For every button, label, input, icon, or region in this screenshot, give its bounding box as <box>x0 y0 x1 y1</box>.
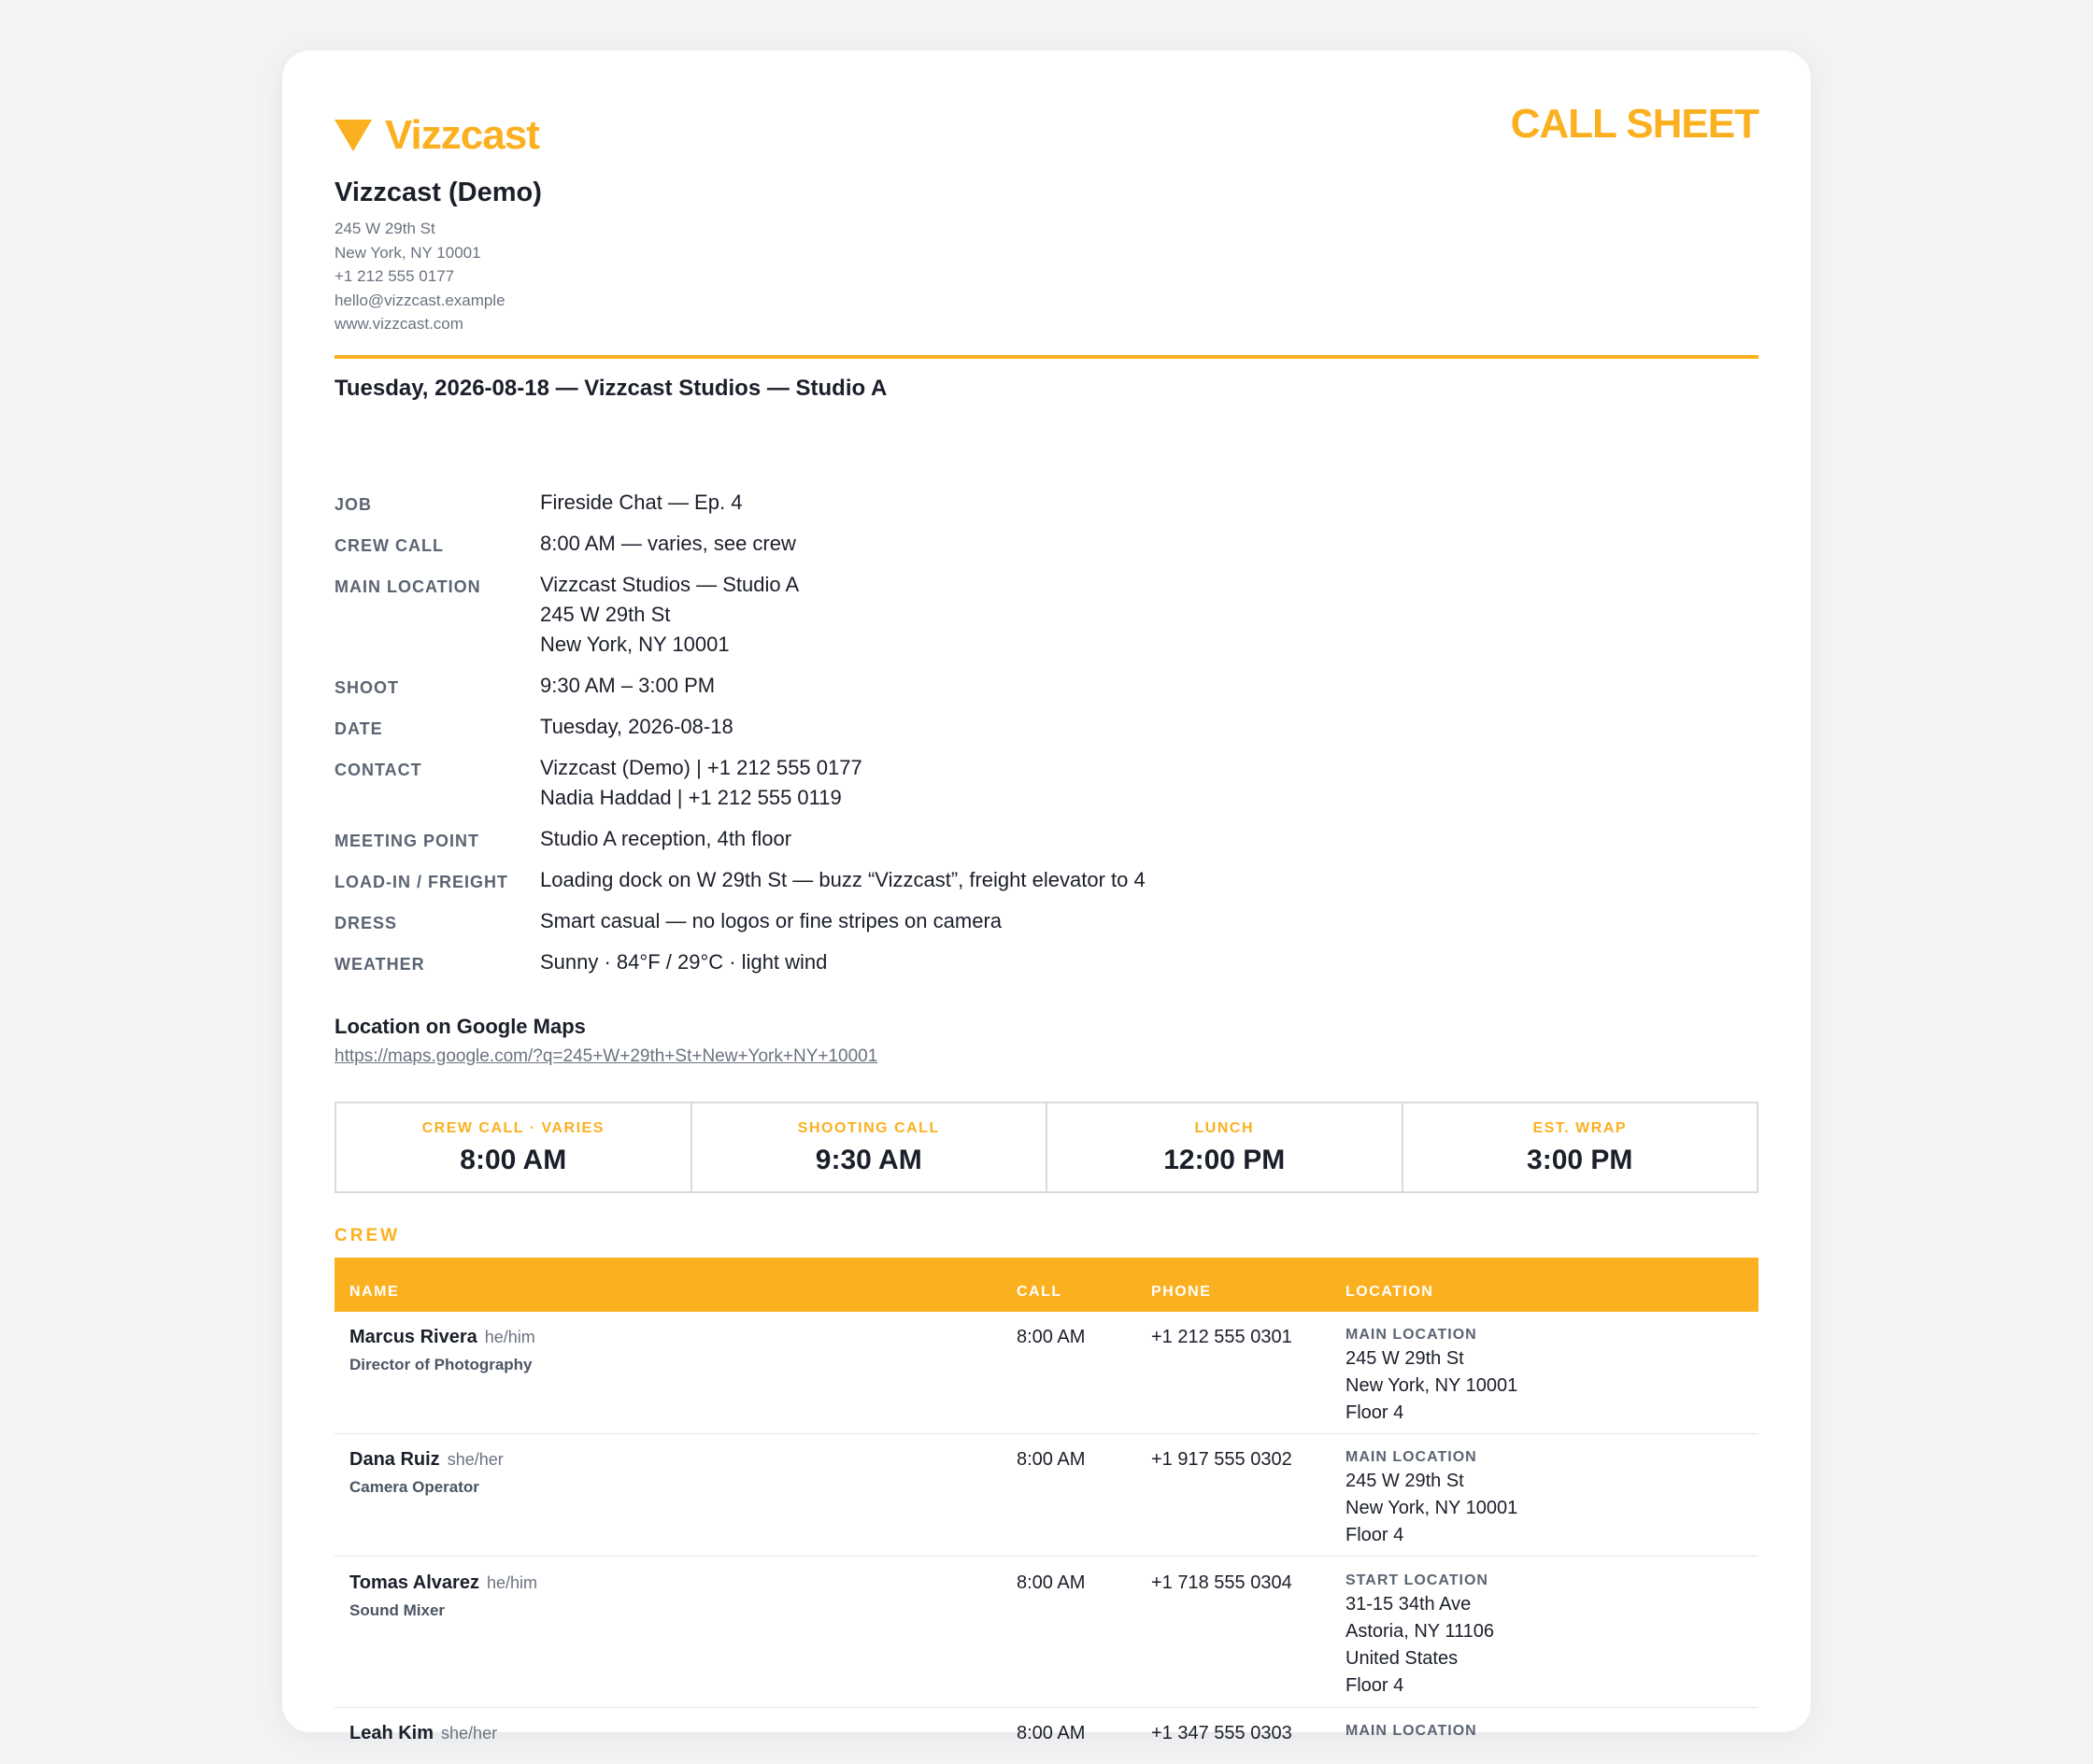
time-label: CREW CALL · VARIES <box>421 1120 605 1136</box>
crew-name: Leah Kim she/her <box>349 1723 498 1743</box>
time-value: 3:00 PM <box>1527 1145 1633 1175</box>
detail-value: Loading dock on W 29th St — buzz “Vizzcast”, freight elevator to 4 <box>540 868 1146 891</box>
crew-call-time: 8:00 AM <box>1017 1449 1086 1470</box>
table-row <box>335 1312 1758 1434</box>
column-header-name: NAME <box>349 1284 400 1300</box>
brand-logo <box>335 112 539 159</box>
detail-label: WEATHER <box>335 955 425 974</box>
company-name: Vizzcast (Demo) <box>335 178 542 207</box>
time-label: LUNCH <box>1194 1120 1254 1136</box>
day-summary: Tuesday, 2026-08-18 — Vizzcast Studios — Studio A <box>335 376 888 401</box>
detail-value: Smart casual — no logos or fine stripes on camera <box>540 909 1003 932</box>
detail-value: 9:30 AM – 3:00 PM <box>540 674 716 697</box>
column-header-call: CALL <box>1017 1284 1062 1300</box>
crew-pronouns: she/her <box>447 1450 504 1469</box>
detail-value: Vizzcast Studios — Studio A 245 W 29th St New York, NY 10001 <box>540 573 800 656</box>
address-line: 245 W 29th St <box>335 220 435 237</box>
crew-role: Sound Mixer <box>349 1601 446 1619</box>
detail-label: DRESS <box>335 914 398 932</box>
crew-phone: +1 718 555 0304 <box>1151 1572 1292 1593</box>
crew-call-time: 8:00 AM <box>1017 1572 1086 1593</box>
column-header-location: LOCATION <box>1346 1284 1434 1300</box>
crew-phone: +1 917 555 0302 <box>1151 1449 1292 1470</box>
detail-value: Tuesday, 2026-08-18 <box>540 715 733 738</box>
crew-table-header <box>335 1258 1758 1312</box>
time-value: 9:30 AM <box>815 1145 922 1175</box>
time-cell-shooting-call <box>692 1103 1048 1191</box>
crew-pronouns: he/him <box>484 1328 535 1346</box>
detail-label: CONTACT <box>335 761 422 779</box>
crew-pronouns: she/her <box>441 1724 498 1743</box>
time-cell-lunch <box>1047 1103 1403 1191</box>
detail-label: SHOOT <box>335 678 400 697</box>
table-row <box>335 1434 1758 1557</box>
phone-line: +1 212 555 0177 <box>335 267 455 285</box>
document-title: CALL SHEET <box>1510 101 1758 147</box>
call-sheet-card <box>282 50 1811 1743</box>
time-label: EST. WRAP <box>1532 1120 1628 1136</box>
crew-location: MAIN LOCATION 245 W 29th St New York, NY 10001 Floor 4 <box>1346 1449 1518 1545</box>
time-value: 12:00 PM <box>1163 1145 1286 1175</box>
detail-label: DATE <box>335 719 383 738</box>
crew-location: START LOCATION 31-15 34th Ave Astoria, NY 11106 United States Floor 4 <box>1346 1572 1494 1696</box>
website-line: www.vizzcast.com <box>335 315 463 333</box>
crew-name: Tomas Alvarez he/him <box>349 1572 537 1593</box>
crew-pronouns: he/him <box>486 1573 537 1592</box>
maps-link[interactable]: https://maps.google.com/?q=245+W+29th+St+New+York+NY+10001 <box>335 1046 878 1066</box>
detail-value: Fireside Chat — Ep. 4 <box>540 491 743 514</box>
detail-value: Studio A reception, 4th floor <box>540 827 792 850</box>
crew-location: MAIN LOCATION 245 W 29th St New York, NY 10001 Floor 4 <box>1346 1327 1518 1423</box>
crew-call-time: 8:00 AM <box>1017 1327 1086 1347</box>
crew-name: Marcus Rivera he/him <box>349 1327 535 1347</box>
time-summary-box <box>335 1102 1758 1193</box>
time-cell-est-wrap <box>1403 1103 1758 1191</box>
time-value: 8:00 AM <box>460 1145 567 1175</box>
triangle-logo-icon <box>335 120 372 151</box>
brand-name: Vizzcast <box>385 112 539 158</box>
header-divider <box>335 355 1758 359</box>
crew-heading: CREW <box>335 1226 401 1245</box>
detail-value: Vizzcast (Demo) | +1 212 555 0177 Nadia Haddad | +1 212 555 0119 <box>540 756 862 809</box>
crew-phone: +1 347 555 0303 <box>1151 1723 1292 1743</box>
table-row <box>335 1708 1758 1764</box>
detail-label: MAIN LOCATION <box>335 577 481 596</box>
crew-call-time: 8:00 AM <box>1017 1723 1086 1743</box>
maps-title: Location on Google Maps <box>335 1015 586 1038</box>
crew-phone: +1 212 555 0301 <box>1151 1327 1292 1347</box>
table-row <box>335 1558 1758 1708</box>
time-label: SHOOTING CALL <box>797 1120 940 1136</box>
time-cell-crew-call <box>336 1103 692 1191</box>
detail-label: LOAD-IN / FREIGHT <box>335 873 508 891</box>
crew-role: Director of Photography <box>349 1356 533 1373</box>
crew-location: MAIN LOCATION <box>1346 1723 1477 1739</box>
detail-value: Sunny · 84°F / 29°C · light wind <box>540 950 828 974</box>
company-address <box>335 217 505 336</box>
detail-label: JOB <box>335 495 373 514</box>
crew-role: Camera Operator <box>349 1478 479 1496</box>
address-line: New York, NY 10001 <box>335 243 481 262</box>
email-line: hello@vizzcast.example <box>335 291 505 309</box>
column-header-phone: PHONE <box>1151 1284 1212 1300</box>
detail-label: CREW CALL <box>335 536 444 555</box>
crew-name: Dana Ruiz she/her <box>349 1449 504 1470</box>
detail-value: 8:00 AM — varies, see crew <box>540 532 796 555</box>
detail-label: MEETING POINT <box>335 832 480 850</box>
